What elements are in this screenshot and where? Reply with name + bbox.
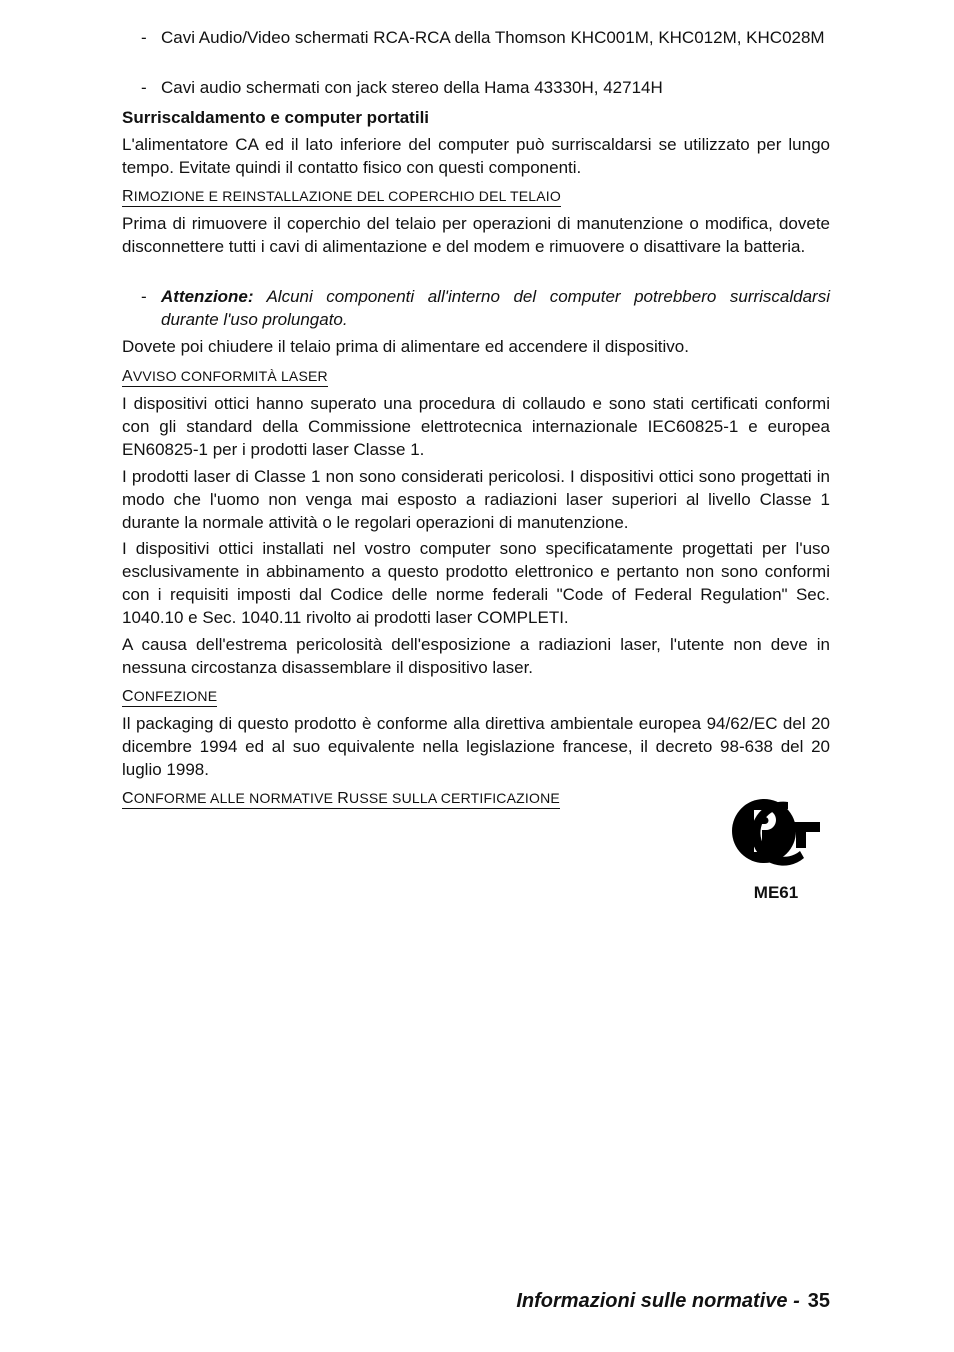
footer-title: Informazioni sulle normative - — [516, 1290, 800, 1312]
heading-initial: A — [122, 368, 133, 385]
paragraph-laser-1: I dispositivi ottici hanno superato una procedura di collaudo e sono stati certificati conformi con gli standard della Commissione elettrotecnica internazionale IEC60825-1 e europea EN60825-1 per i prodotti laser Classe 1. — [122, 394, 830, 459]
gost-certification-mark — [730, 796, 822, 903]
section-heading-laser — [122, 367, 328, 387]
bullet-dash: - — [141, 287, 147, 306]
section-heading-russia — [122, 789, 560, 809]
heading-initial: R — [122, 188, 134, 205]
page-footer — [516, 1290, 830, 1313]
list-item-text: Cavi audio schermati con jack stereo della Hama 43330H, 42714H — [161, 78, 663, 97]
heading-rest: ONFORME ALLE NORMATIVE — [133, 790, 338, 806]
bullet-dash: - — [141, 78, 147, 97]
paragraph-packaging: Il packaging di questo prodotto è conforme alla direttiva ambientale europea 94/62/EC del 20 dicembre 1994 ed al suo equivalente nella legislazione francese, il decreto 98-638 del 20 luglio 1998. — [122, 714, 830, 779]
heading-rest: VVISO CONFORMITÀ LASER — [132, 368, 328, 384]
heading-initial: C — [122, 688, 134, 705]
bullet-dash: - — [141, 28, 147, 47]
heading-initial-2: R — [337, 790, 350, 807]
paragraph-cover-2: Dovete poi chiudere il telaio prima di alimentare ed accendere il dispositivo. — [122, 337, 689, 356]
warning-text: Alcuni componenti all'interno del computer potrebbero surriscaldarsi durante l'uso prolungato. — [161, 287, 830, 329]
list-item-text: Cavi Audio/Video schermati RCA-RCA della Thomson KHC001M, KHC012M, KHC028M — [161, 28, 825, 47]
paragraph-laser-3: I dispositivi ottici installati nel vostro computer sono specificatamente progettati per l'uso esclusivamente in abbinamento a questo prodotto elettronico e pertanto non sono conformi con i requisiti imposti dal Codice delle norme federali "Code of Federal Regulation" Sec. 1040.10 e Sec. 1040.11 rivolto ai prodotti laser COMPLETI. — [122, 539, 830, 627]
paragraph-overheating: L'alimentatore CA ed il lato inferiore del computer può surriscaldarsi se utilizzato per lungo tempo. Evitate quindi il contatto fisico con questi componenti. — [122, 135, 830, 177]
heading-rest: ONFEZIONE — [133, 688, 218, 704]
section-heading-cover — [122, 187, 561, 207]
warning-label: Attenzione: — [161, 287, 254, 306]
paragraph-cover-1: Prima di rimuovere il coperchio del telaio per operazioni di manutenzione o modifica, dovete disconnettere tutti i cavi di alimentazione e del modem e rimuovere o disattivare la batteria. — [122, 214, 830, 256]
heading-initial: C — [122, 790, 134, 807]
heading-rest: IMOZIONE E REINSTALLAZIONE DEL COPERCHIO DEL TELAIO — [133, 188, 561, 204]
list-item — [122, 76, 830, 99]
paragraph-laser-4: A causa dell'estrema pericolosità dell'esposizione a radiazioni laser, l'utente non deve in nessuna circostanza disassemblare il dispositivo laser. — [122, 635, 830, 677]
heading-rest-2: USSE SULLA CERTIFICAZIONE — [349, 790, 560, 806]
warning-item — [122, 285, 830, 331]
section-heading-packaging — [122, 687, 217, 707]
paragraph-laser-2: I prodotti laser di Classe 1 non sono considerati pericolosi. I dispositivi ottici sono progettati in modo che l'uomo non venga mai esposto a radiazioni laser superiori al livello Classe 1 durante la normale attività o le regolari operazioni di manutenzione. — [122, 467, 830, 532]
page-number: 35 — [807, 1290, 830, 1312]
heading-overheating: Surriscaldamento e computer portatili — [122, 108, 430, 127]
list-item — [122, 26, 830, 49]
gost-r-logo-icon — [730, 796, 822, 868]
certification-code: ME61 — [753, 883, 799, 902]
